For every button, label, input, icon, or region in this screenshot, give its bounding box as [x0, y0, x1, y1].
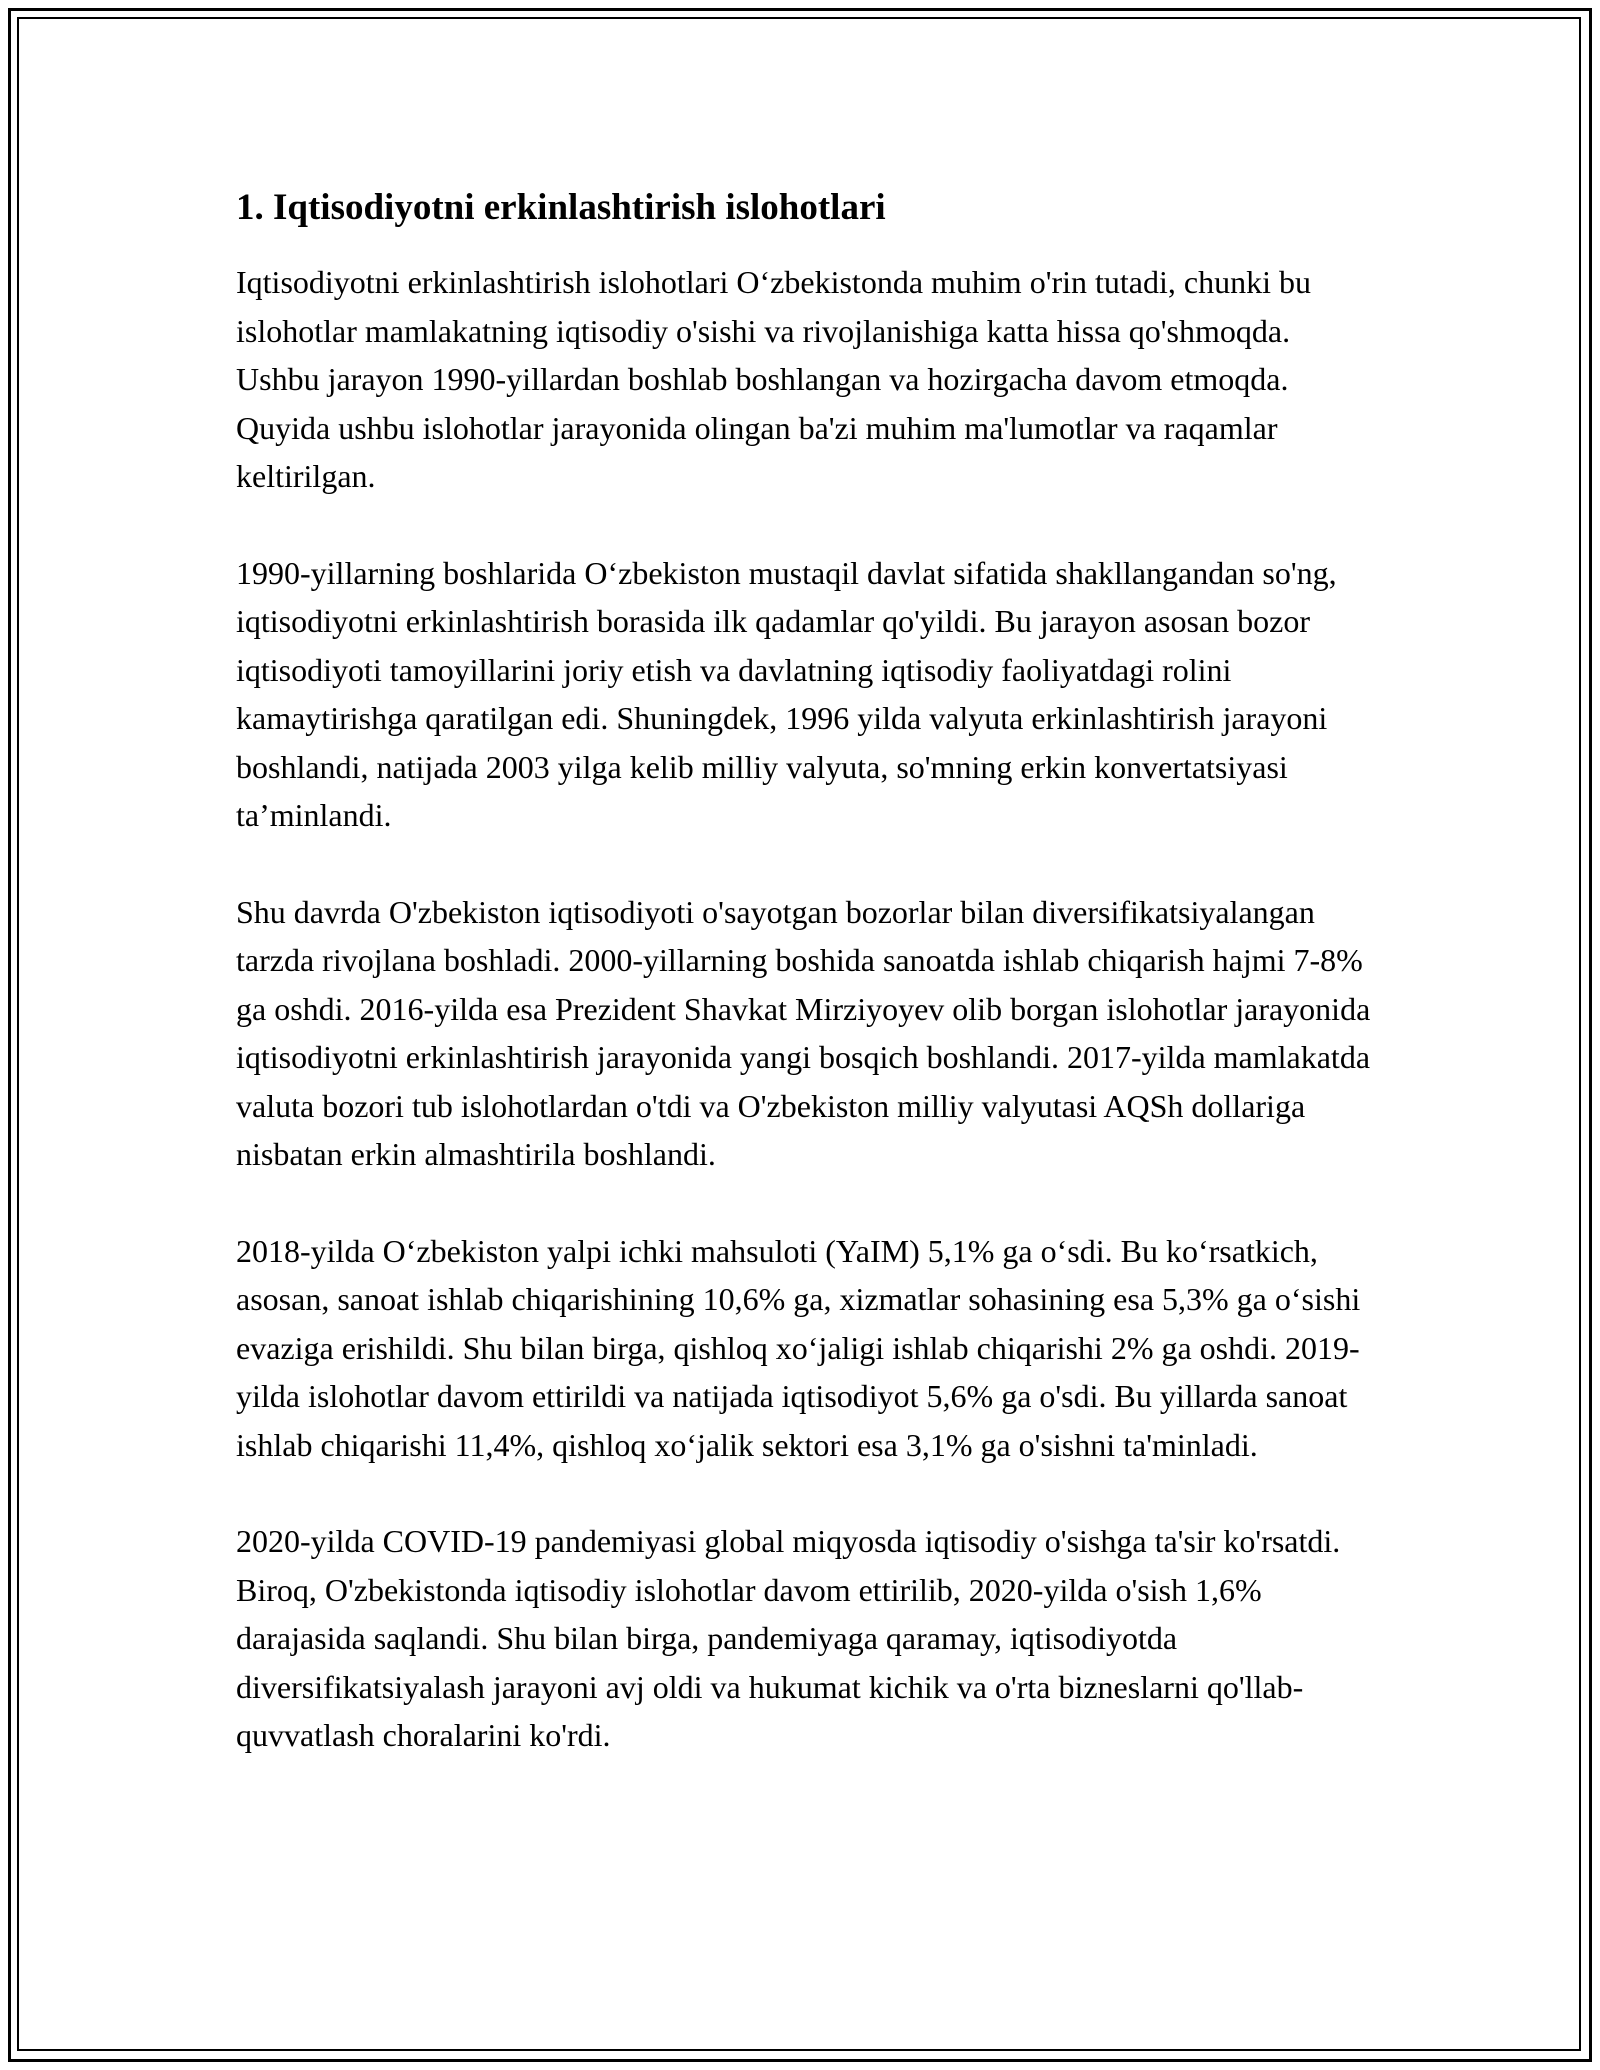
section-heading: 1. Iqtisodiyotni erkinlashtirish islohotlari — [236, 187, 886, 228]
paragraph-2020: 2020-yilda COVID-19 pandemiyasi global miqyosda iqtisodiy o'sishga ta'sir ko'rsatdi. Biroq, O'zbekistonda iqtisodiy islohotlar davom ettirilib, 2020-yilda o'sish 1,6% darajasida saqlandi. Shu bilan birga, pandemiyaga qaramay, iqtisodiyotda diversifikatsiyalash jarayoni avj oldi va hukumat kichik va o'rta bizneslarni qo'llab-quvvatlash choralarini ko'rdi. — [236, 1523, 1341, 1753]
paragraph-2018-2019: 2018-yilda O‘zbekiston yalpi ichki mahsuloti (YaIM) 5,1% ga o‘sdi. Bu ko‘rsatkich, asosan, sanoat ishlab chiqarishining 10,6% ga, xizmatlar sohasining esa 5,3% ga o‘sishi evaziga erishildi. Shu bilan birga, qishloq xo‘jaligi ishlab chiqarishi 2% ga oshdi. 2019-yilda islohotlar davom ettirildi va natijada iqtisodiyot 5,6% ga o'sdi. Bu yillarda sanoat ishlab chiqarishi 11,4%, qishloq xo‘jalik sektori esa 3,1% ga o'sishni ta'minladi. — [236, 1232, 1361, 1463]
paragraph-2000s: Shu davrda O'zbekiston iqtisodiyoti o'sayotgan bozorlar bilan diversifikatsiyalangan tarzda rivojlana boshladi. 2000-yillarning boshida sanoatda ishlab chiqarish hajmi 7-8% ga oshdi. 2016-yilda esa Prezident Shavkat Mirziyoyev olib borgan islohotlar jarayonida iqtisodiyotni erkinlashtirish jarayonida yangi bosqich boshlandi. 2017-yilda mamlakatda valuta bozori tub islohotlardan o'tdi va O'zbekiston milliy valyutasi AQSh dollariga nisbatan erkin almashtirila boshlandi. — [236, 893, 1371, 1172]
document-body — [236, 186, 1376, 1808]
paragraph-1990s: 1990-yillarning boshlarida O‘zbekiston mustaqil davlat sifatida shakllangandan so'ng, iqtisodiyotni erkinlashtirish borasida ilk qadamlar qo'yildi. Bu jarayon asosan bozor iqtisodiyoti tamoyillarini joriy etish va davlatning iqtisodiy faoliyatdagi rolini kamaytirishga qaratilgan edi. Shuningdek, 1996 yilda valyuta erkinlashtirish jarayoni boshlandi, natijada 2003 yilga kelib milliy valyuta, so'mning erkin konvertatsiyasi ta’minlandi. — [236, 554, 1337, 833]
paragraph-intro: Iqtisodiyotni erkinlashtirish islohotlari O‘zbekistonda muhim o'rin tutadi, chunki bu islohotlar mamlakatning iqtisodiy o'sishi va rivojlanishiga katta hissa qo'shmoqda. Ushbu jarayon 1990-yillardan boshlab boshlangan va hozirgacha davom etmoqda. Quyida ushbu islohotlar jarayonida olingan ba'zi muhim ma'lumotlar va raqamlar keltirilgan. — [236, 264, 1311, 494]
